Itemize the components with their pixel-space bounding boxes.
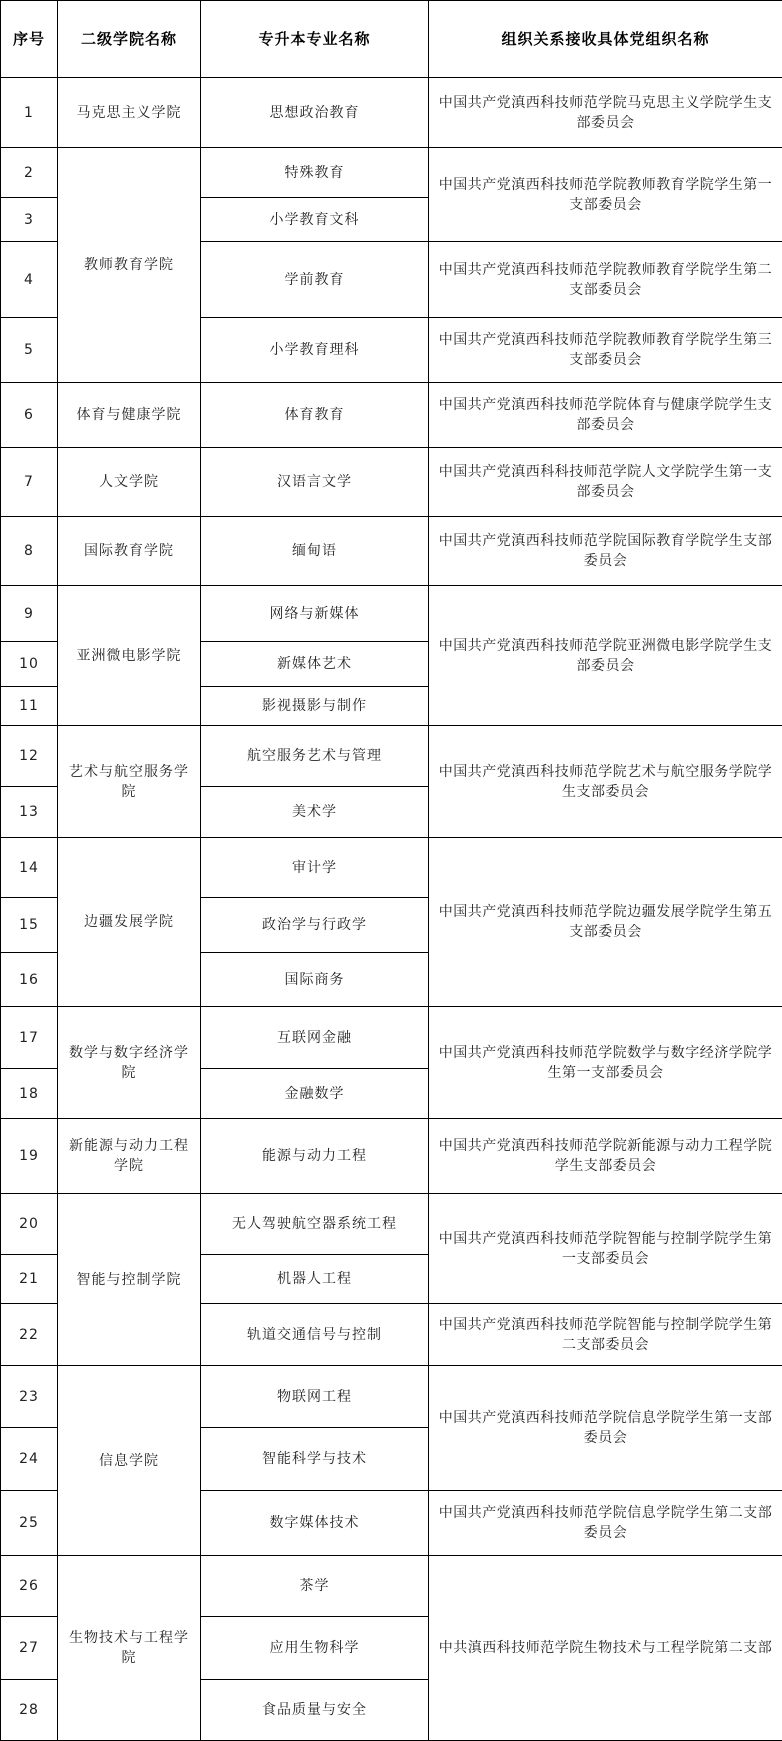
row-seq: 5 <box>1 318 58 383</box>
row-seq: 20 <box>1 1194 58 1255</box>
row-major: 智能科学与技术 <box>201 1428 429 1491</box>
row-seq: 27 <box>1 1617 58 1680</box>
row-party-org: 中共滇西科技师范学院生物技术与工程学院第二支部 <box>429 1556 782 1741</box>
row-party-org: 中国共产党滇西科技师范学院教师教育学院学生第二支部委员会 <box>429 242 782 318</box>
row-major: 美术学 <box>201 787 429 838</box>
table-row <box>1 1194 782 1255</box>
table-row <box>1 1556 782 1617</box>
row-seq: 16 <box>1 953 58 1007</box>
row-seq: 1 <box>1 78 58 148</box>
row-seq: 3 <box>1 198 58 242</box>
row-seq: 24 <box>1 1428 58 1491</box>
row-seq: 10 <box>1 642 58 687</box>
table-body <box>1 78 782 1741</box>
table-row <box>1 1119 782 1194</box>
table-row <box>1 517 782 586</box>
row-major: 国际商务 <box>201 953 429 1007</box>
row-major: 轨道交通信号与控制 <box>201 1304 429 1366</box>
header-college: 二级学院名称 <box>58 1 201 78</box>
row-major: 学前教育 <box>201 242 429 318</box>
row-party-org: 中国共产党滇西科技师范学院艺术与航空服务学院学生支部委员会 <box>429 726 782 838</box>
row-college: 国际教育学院 <box>58 517 201 586</box>
row-seq: 12 <box>1 726 58 787</box>
row-college: 数学与数字经济学院 <box>58 1007 201 1119</box>
row-seq: 17 <box>1 1007 58 1069</box>
row-major: 特殊教育 <box>201 148 429 198</box>
row-seq: 19 <box>1 1119 58 1194</box>
table-row <box>1 448 782 517</box>
row-seq: 22 <box>1 1304 58 1366</box>
row-party-org: 中国共产党滇西科技师范学院信息学院学生第二支部委员会 <box>429 1491 782 1556</box>
row-party-org: 中国共产党滇西科技师范学院新能源与动力工程学院学生支部委员会 <box>429 1119 782 1194</box>
row-major: 互联网金融 <box>201 1007 429 1069</box>
row-seq: 8 <box>1 517 58 586</box>
row-college: 智能与控制学院 <box>58 1194 201 1366</box>
row-seq: 13 <box>1 787 58 838</box>
row-major: 数字媒体技术 <box>201 1491 429 1556</box>
row-college: 人文学院 <box>58 448 201 517</box>
row-major: 食品质量与安全 <box>201 1680 429 1741</box>
row-major: 体育教育 <box>201 383 429 448</box>
row-major: 茶学 <box>201 1556 429 1617</box>
row-major: 小学教育理科 <box>201 318 429 383</box>
row-party-org: 中国共产党滇西科技师范学院智能与控制学院学生第二支部委员会 <box>429 1304 782 1366</box>
row-college: 边疆发展学院 <box>58 838 201 1007</box>
row-major: 政治学与行政学 <box>201 898 429 953</box>
row-party-org: 中国共产党滇西科技师范学院教师教育学院学生第三支部委员会 <box>429 318 782 383</box>
header-major: 专升本专业名称 <box>201 1 429 78</box>
table-row <box>1 1007 782 1069</box>
table-row <box>1 586 782 642</box>
row-seq: 6 <box>1 383 58 448</box>
row-seq: 25 <box>1 1491 58 1556</box>
row-seq: 18 <box>1 1069 58 1119</box>
row-seq: 11 <box>1 687 58 726</box>
row-major: 思想政治教育 <box>201 78 429 148</box>
row-college: 新能源与动力工程学院 <box>58 1119 201 1194</box>
row-party-org: 中国共产党滇西科技师范学院国际教育学院学生支部委员会 <box>429 517 782 586</box>
table-row <box>1 148 782 198</box>
row-seq: 4 <box>1 242 58 318</box>
row-major: 航空服务艺术与管理 <box>201 726 429 787</box>
header-row <box>1 1 782 78</box>
row-major: 网络与新媒体 <box>201 586 429 642</box>
row-party-org: 中国共产党滇西科科技师范学院人文学院学生第一支部委员会 <box>429 448 782 517</box>
row-major: 影视摄影与制作 <box>201 687 429 726</box>
row-seq: 28 <box>1 1680 58 1741</box>
row-party-org: 中国共产党滇西科技师范学院马克思主义学院学生支部委员会 <box>429 78 782 148</box>
row-seq: 14 <box>1 838 58 898</box>
row-college: 生物技术与工程学院 <box>58 1556 201 1741</box>
row-college: 体育与健康学院 <box>58 383 201 448</box>
header-seq: 序号 <box>1 1 58 78</box>
table-row <box>1 383 782 448</box>
row-college: 亚洲微电影学院 <box>58 586 201 726</box>
table-row <box>1 838 782 898</box>
row-party-org: 中国共产党滇西科技师范学院边疆发展学院学生第五支部委员会 <box>429 838 782 1007</box>
row-major: 小学教育文科 <box>201 198 429 242</box>
row-seq: 26 <box>1 1556 58 1617</box>
row-major: 无人驾驶航空器系统工程 <box>201 1194 429 1255</box>
row-party-org: 中国共产党滇西科技师范学院教师教育学院学生第一支部委员会 <box>429 148 782 242</box>
row-major: 汉语言文学 <box>201 448 429 517</box>
row-party-org: 中国共产党滇西科技师范学院体育与健康学院学生支部委员会 <box>429 383 782 448</box>
row-major: 物联网工程 <box>201 1366 429 1428</box>
row-major: 新媒体艺术 <box>201 642 429 687</box>
row-seq: 7 <box>1 448 58 517</box>
table-row <box>1 78 782 148</box>
row-college: 教师教育学院 <box>58 148 201 383</box>
row-seq: 21 <box>1 1255 58 1304</box>
row-seq: 15 <box>1 898 58 953</box>
row-major: 机器人工程 <box>201 1255 429 1304</box>
row-major: 金融数学 <box>201 1069 429 1119</box>
row-seq: 9 <box>1 586 58 642</box>
row-seq: 23 <box>1 1366 58 1428</box>
row-major: 审计学 <box>201 838 429 898</box>
row-major: 缅甸语 <box>201 517 429 586</box>
table-row <box>1 726 782 787</box>
row-party-org: 中国共产党滇西科技师范学院信息学院学生第一支部委员会 <box>429 1366 782 1491</box>
row-party-org: 中国共产党滇西科技师范学院智能与控制学院学生第一支部委员会 <box>429 1194 782 1304</box>
table-row <box>1 1366 782 1428</box>
row-college: 信息学院 <box>58 1366 201 1556</box>
row-major: 能源与动力工程 <box>201 1119 429 1194</box>
header-party-org: 组织关系接收具体党组织名称 <box>429 1 782 78</box>
row-seq: 2 <box>1 148 58 198</box>
row-major: 应用生物科学 <box>201 1617 429 1680</box>
row-college: 马克思主义学院 <box>58 78 201 148</box>
row-party-org: 中国共产党滇西科技师范学院亚洲微电影学院学生支部委员会 <box>429 586 782 726</box>
row-college: 艺术与航空服务学院 <box>58 726 201 838</box>
row-party-org: 中国共产党滇西科技师范学院数学与数字经济学院学生第一支部委员会 <box>429 1007 782 1119</box>
